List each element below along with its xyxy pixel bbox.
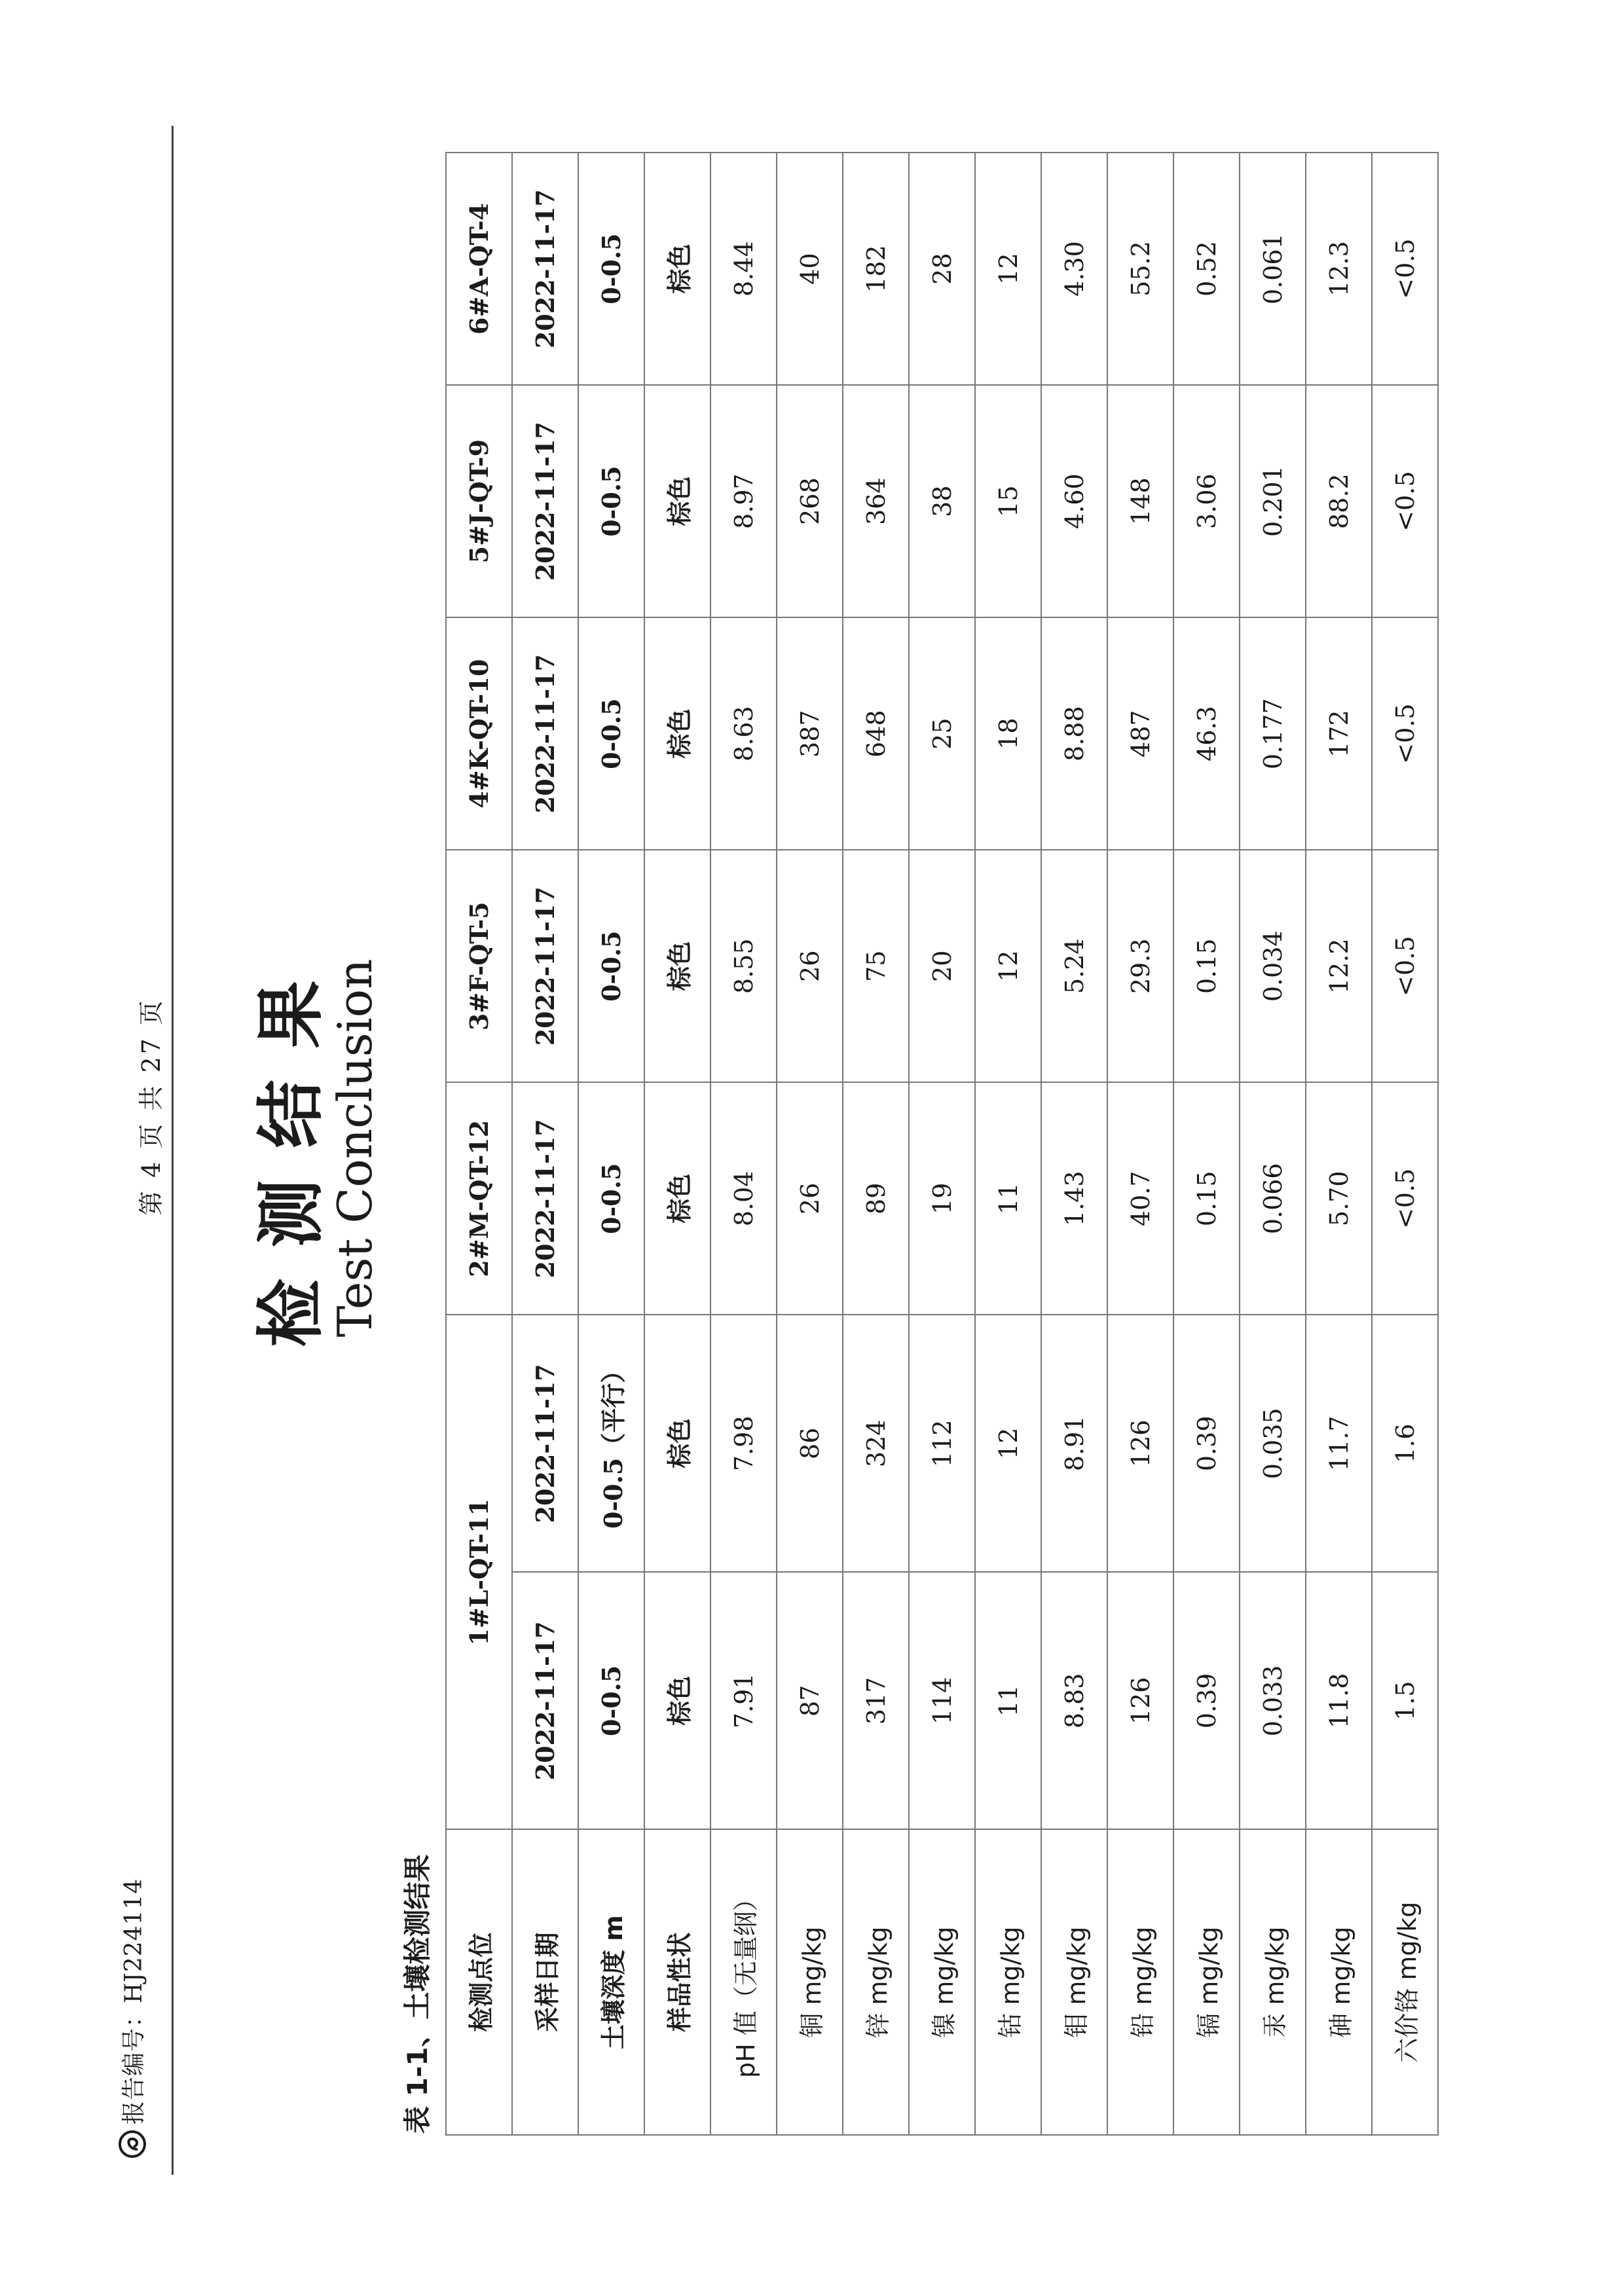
table-row — [1173, 153, 1240, 2135]
value-cell: 11.7 — [1306, 1315, 1372, 1572]
row-label-cell: 土壤深度 m — [578, 1829, 644, 2135]
value-cell: 20 — [909, 850, 975, 1082]
table-row — [975, 153, 1041, 2135]
value-cell: 棕色 — [644, 617, 710, 850]
value-cell: 0.061 — [1240, 153, 1306, 385]
value-cell: 172 — [1306, 617, 1372, 850]
value-cell: 26 — [777, 850, 843, 1082]
value-cell: 12.2 — [1306, 850, 1372, 1082]
value-cell: 0.033 — [1240, 1572, 1306, 1829]
value-cell: 5.70 — [1306, 1082, 1372, 1315]
report-number: 报告编号：HJ224114 — [120, 1878, 147, 2124]
row-label-cell: 六价铬 mg/kg — [1372, 1829, 1438, 2135]
value-cell: 126 — [1107, 1315, 1173, 1572]
value-cell: 11.8 — [1306, 1572, 1372, 1829]
value-cell: 棕色 — [644, 385, 710, 617]
value-cell: 0-0.5 — [578, 385, 644, 617]
page-title: 检测结果 — [251, 949, 331, 1347]
value-cell: 1.6 — [1372, 1315, 1438, 1572]
value-cell: 0-0.5 — [578, 850, 644, 1082]
value-cell: 112 — [909, 1315, 975, 1572]
value-cell: 1.43 — [1041, 1082, 1107, 1315]
value-cell: 364 — [843, 385, 909, 617]
value-cell: 12.3 — [1306, 153, 1372, 385]
table-row — [777, 153, 843, 2135]
value-cell: 2022-11-17 — [512, 385, 578, 617]
value-cell: 0.201 — [1240, 385, 1306, 617]
value-cell: 26 — [777, 1082, 843, 1315]
value-cell: <0.5 — [1372, 1082, 1438, 1315]
value-cell: 棕色 — [644, 1572, 710, 1829]
value-cell: 棕色 — [644, 1315, 710, 1572]
row-label-cell: 铜 mg/kg — [777, 1829, 843, 2135]
value-cell: 8.63 — [710, 617, 777, 850]
table-row — [1306, 153, 1372, 2135]
value-cell: 5.24 — [1041, 850, 1107, 1082]
header-label-cell: 检测点位 — [446, 1829, 512, 2135]
value-cell: 2022-11-17 — [512, 850, 578, 1082]
value-cell: 1.5 — [1372, 1572, 1438, 1829]
table-row — [578, 153, 644, 2135]
value-cell: 0-0.5 — [578, 1572, 644, 1829]
row-label-cell: pH 值（无量纲） — [710, 1829, 777, 2135]
row-label-cell: 锌 mg/kg — [843, 1829, 909, 2135]
value-cell: 8.04 — [710, 1082, 777, 1315]
value-cell: <0.5 — [1372, 153, 1438, 385]
value-cell: 8.97 — [710, 385, 777, 617]
row-label-cell: 钴 mg/kg — [975, 1829, 1041, 2135]
value-cell: 4.30 — [1041, 153, 1107, 385]
value-cell: 40.7 — [1107, 1082, 1173, 1315]
value-cell: 324 — [843, 1315, 909, 1572]
value-cell: 387 — [777, 617, 843, 850]
value-cell: 2022-11-17 — [512, 617, 578, 850]
point-cell: 6#A-QT-4 — [446, 153, 512, 385]
table-row — [512, 153, 578, 2135]
value-cell: 11 — [975, 1082, 1041, 1315]
table-row — [1107, 153, 1173, 2135]
value-cell: 29.3 — [1107, 850, 1173, 1082]
value-cell: 46.3 — [1173, 617, 1240, 850]
value-cell: 0.15 — [1173, 1082, 1240, 1315]
value-cell: 18 — [975, 617, 1041, 850]
value-cell: 89 — [843, 1082, 909, 1315]
point-cell: 5#J-QT-9 — [446, 385, 512, 617]
value-cell: 棕色 — [644, 850, 710, 1082]
value-cell: 88.2 — [1306, 385, 1372, 617]
value-cell: 19 — [909, 1082, 975, 1315]
value-cell: 2022-11-17 — [512, 153, 578, 385]
value-cell: 87 — [777, 1572, 843, 1829]
soil-results-table — [445, 152, 1439, 2136]
value-cell: 7.98 — [710, 1315, 777, 1572]
page-subtitle: Test Conclusion — [327, 958, 382, 1338]
value-cell: 182 — [843, 153, 909, 385]
value-cell: 0.15 — [1173, 850, 1240, 1082]
value-cell: 3.06 — [1173, 385, 1240, 617]
value-cell: 317 — [843, 1572, 909, 1829]
value-cell: 0-0.5 — [578, 1082, 644, 1315]
value-cell: 28 — [909, 153, 975, 385]
row-label-cell: 钼 mg/kg — [1041, 1829, 1107, 2135]
row-label-cell: 样品性状 — [644, 1829, 710, 2135]
value-cell: 7.91 — [710, 1572, 777, 1829]
value-cell: 0.177 — [1240, 617, 1306, 850]
value-cell: <0.5 — [1372, 617, 1438, 850]
value-cell: 8.83 — [1041, 1572, 1107, 1829]
table-header-row — [446, 153, 512, 2135]
value-cell: 40 — [777, 153, 843, 385]
point-cell: 2#M-QT-12 — [446, 1082, 512, 1315]
value-cell: 8.44 — [710, 153, 777, 385]
value-cell: 4.60 — [1041, 385, 1107, 617]
value-cell: 0.39 — [1173, 1572, 1240, 1829]
value-cell: 0-0.5 — [578, 617, 644, 850]
value-cell: 12 — [975, 153, 1041, 385]
row-label-cell: 砷 mg/kg — [1306, 1829, 1372, 2135]
table-row — [1041, 153, 1107, 2135]
value-cell: 15 — [975, 385, 1041, 617]
report-header — [115, 1878, 149, 2159]
value-cell: <0.5 — [1372, 385, 1438, 617]
value-cell: 86 — [777, 1315, 843, 1572]
row-label-cell: 镍 mg/kg — [909, 1829, 975, 2135]
value-cell: 2022-11-17 — [512, 1082, 578, 1315]
value-cell: 0.066 — [1240, 1082, 1306, 1315]
value-cell: 8.55 — [710, 850, 777, 1082]
value-cell: 2022-11-17 — [512, 1315, 578, 1572]
header-divider — [172, 126, 174, 2175]
value-cell: 75 — [843, 850, 909, 1082]
page-number: 第 4 页 共 27 页 — [137, 998, 166, 1216]
value-cell: 0.034 — [1240, 850, 1306, 1082]
value-cell: 棕色 — [644, 153, 710, 385]
value-cell: 8.91 — [1041, 1315, 1107, 1572]
value-cell: 0.035 — [1240, 1315, 1306, 1572]
table-row — [843, 153, 909, 2135]
table-row — [644, 153, 710, 2135]
value-cell: 114 — [909, 1572, 975, 1829]
value-cell: <0.5 — [1372, 850, 1438, 1082]
row-label-cell: 铅 mg/kg — [1107, 1829, 1173, 2135]
point-cell: 3#F-QT-5 — [446, 850, 512, 1082]
point-cell: 1#L-QT-11 — [446, 1315, 512, 1829]
value-cell: 0-0.5（平行） — [578, 1315, 644, 1572]
value-cell: 55.2 — [1107, 153, 1173, 385]
value-cell: 268 — [777, 385, 843, 617]
value-cell: 648 — [843, 617, 909, 850]
value-cell: 148 — [1107, 385, 1173, 617]
value-cell: 8.88 — [1041, 617, 1107, 850]
table-caption: 表 1-1、土壤检测结果 — [401, 1854, 434, 2134]
table-row — [1240, 153, 1306, 2135]
value-cell: 2022-11-17 — [512, 1572, 578, 1829]
table-row — [909, 153, 975, 2135]
table-row — [1372, 153, 1438, 2135]
value-cell: 11 — [975, 1572, 1041, 1829]
value-cell: 0-0.5 — [578, 153, 644, 385]
point-cell: 4#K-QT-10 — [446, 617, 512, 850]
value-cell: 487 — [1107, 617, 1173, 850]
table-row — [710, 153, 777, 2135]
company-logo-icon — [118, 2130, 147, 2159]
row-label-cell: 采样日期 — [512, 1829, 578, 2135]
row-label-cell: 汞 mg/kg — [1240, 1829, 1306, 2135]
value-cell: 0.39 — [1173, 1315, 1240, 1572]
value-cell: 12 — [975, 1315, 1041, 1572]
value-cell: 38 — [909, 385, 975, 617]
value-cell: 12 — [975, 850, 1041, 1082]
value-cell: 0.52 — [1173, 153, 1240, 385]
value-cell: 126 — [1107, 1572, 1173, 1829]
value-cell: 25 — [909, 617, 975, 850]
row-label-cell: 镉 mg/kg — [1173, 1829, 1240, 2135]
value-cell: 棕色 — [644, 1082, 710, 1315]
